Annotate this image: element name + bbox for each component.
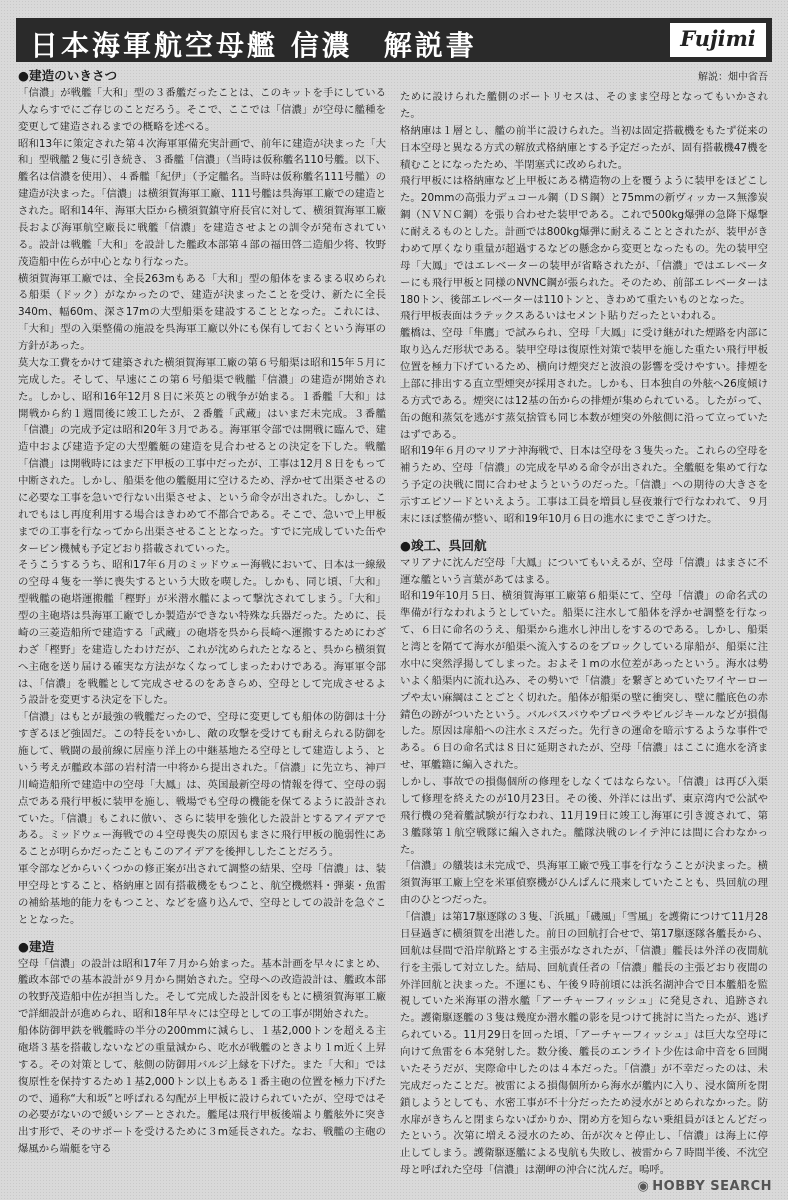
right-column (400, 68, 768, 1179)
section-title: ●建造 (18, 938, 55, 954)
paragraph: 船体防御甲鉄を戦艦時の半分の200mmに減らし、１基2,000トンを超える主砲塔３基を搭載しないなどの重量減から、吃水が戦艦のときより１m近く上昇する。その対策として、舷側の防御用バルジ上縁を下げた。また「大和」では復原性を保持するため１基2,000トン以上もある１番主砲の位置を極力下げたので、通称“大和坂”と呼ばれる勾配が上甲板に設けられていたが、空母ではその必要がないので緩いシアーとされた。艦尾は飛行甲板後端より艦舷外に突き出す形で、そのサポートを受けるために３m延長された。なお、戦艦の主砲の爆風から端艇を守る (18, 1025, 386, 1156)
paragraph: しかし、事故での損傷個所の修理をしなくてはならない。「信濃」は再び入渠して修理を終えたのが10月23日。その後、外洋には出ず、東京湾内で公試や飛行機の発着艦試験が行なわれ、11月19日に竣工し海軍に引き渡されて、第３艦隊第１航空戦隊に編入された。艦隊決戦のレイテ沖には間に合わなかった。 (400, 776, 768, 856)
section-title: ●竣工、呉回航 (400, 537, 487, 553)
section-completion (400, 538, 768, 1179)
paragraph: そうこうするうち、昭和17年６月のミッドウェー海戦において、日本は一線級の空母４隻を一挙に喪失するという大敗を喫した。しかも、同じ頃、「大和」型戦艦の砲塔運搬艦「樫野」が米潜水艦によって撃沈されてしまう。「大和」型の主砲塔は呉海軍工廠でしか製造ができない特殊な兵器だった。ために、長崎の三菱造船所で建造する「武蔵」の砲塔を呉から長崎へ運搬するためにわざわざ「樫野」を建造したわけだが、これが沈められたとなると、呉から横須賀へ主砲を送り届ける確実な方法がなくなってしまったわけである。海軍軍令部は、「信濃」を戦艦として完成させるのをあきらめ、空母として完成させるよう設計を変更する決定を下した。 (18, 559, 386, 707)
brand-logo (670, 23, 766, 57)
paragraph: 軍令部などからいくつかの修正案が出されて調整の結果、空母「信濃」は、装甲空母とすること、格納庫と固有搭載機をもつこと、航空機燃料・弾薬・魚雷の補給基地的能力をもつこと、などを盛り込んで、空母としての設計を急ぐこととなった。 (18, 863, 386, 926)
paragraph: 「信濃」は第17駆逐隊の３隻、「浜風」「磯風」「雪風」を護衛につけて11月28日昼過ぎに横須賀を出港した。前日の回航打合せで、第17駆逐隊各艦長から、回航は昼間で沿岸航路とする主張がなされたが、「信濃」艦長は外洋の夜間航行を主張して対立した。結局、回航責任者の「信濃」艦長の主張どおり夜間の外洋回航と決まった。不運にも、午後９時前頃には浜名湖沖合で日本艦船を監視していた米海軍の潜水艦「アーチャーフィッシュ」に発見され、追跡された。護衛駆逐艦の３隻は幾度か潜水艦の影を見つけて挑討に当たったが、逃げられている。11月29日を回った頃、「アーチャーフィッシュ」は巨大な空母に向けて魚雷を６本発射した。数分後、艦長のエンライト少佐は命中音を６回聞いたそうだが、実際命中したのは４本だった。「信濃」が不幸だったのは、未完成だったことだ。被雷による損傷個所から海水が艦内に入り、浸水箇所を閉鎖しようとしても、水密工事が不十分だったため浸水がとめられなかった。防水扉がきちんと閉まらないばかりか、閉め方を知らない乗組員がほとんどだったという。次第に増える浸水のため、缶が次々と停止し、「信濃」は海上に停止してしまう。護衛駆逐艦による曳航も失敗し、被雷から７時間半後、不沈空母と呼ばれた空母「信濃」は潮岬の沖合に沈んだ。嗚呼。 (400, 911, 768, 1177)
paragraph: 昭和13年に策定された第４次海軍軍備充実計画で、前年に建造が決まった「大和」型戦艦２隻に引き続き、３番艦「信濃」（当時は仮称艦名110号艦。以下、艦名は信濃を使用）、４番艦「紀伊」（予定艦名。当時は仮称艦名111号艦）の建造が決まった。「信濃」は横須賀海軍工廠、111号艦は呉海軍工廠での建造とされた。昭和14年、海軍大臣から横須賀鎮守府長官に対して、横須賀海軍工廠長および海軍航空廠長に戦艦「信濃」を建造させよとの訓令が発布されている。設計は戦艦「大和」を設計した艦政本部第４部の福田啓二造船少将、牧野茂造船中佐らが中心となり行なった。 (18, 137, 386, 268)
paragraph: 「信濃」はもとが最強の戦艦だったので、空母に変更しても船体の防御は十分すぎるほど強固だ。この特長をいかし、敵の攻撃を受けても耐えられる防御を施して、戦闘の最前線に居座り洋上の中継基地たる空母として建造しよう、という考えが艦政本部の岩村清一中将から提出された。「信濃」に先立ち、神戸川崎造船所で建造中の空母「大鳳」は、英国最新空母の情報を得て、空母の弱点である飛行甲板に装甲を施し、戦場でも空母の機能を保てるように設計されていた。「信濃」もこれに倣い、さらに装甲を強化した設計とするアイデアである。ミッドウェー海戦での４空母喪失の原因もまさに飛行甲板の脆弱性にあることが明らかだったこともこのアイデアを後押ししたことだろう。 (18, 711, 386, 859)
section-construction-continued (400, 89, 768, 528)
watermark-text: HOBBY SEARCH (652, 1179, 772, 1194)
paragraph: マリアナに沈んだ空母「大鳳」についてもいえるが、空母「信濃」はまさに不運な艦という言葉があてはまる。 (400, 556, 768, 586)
section-gap (18, 929, 386, 939)
title-bar (16, 18, 772, 62)
book-icon: ◉ (637, 1179, 650, 1194)
paragraph: 「信濃」が戦艦「大和」型の３番艦だったことは、このキットを手にしている人ならすでにご存じのことだろう。そこで、ここでは「信濃」が空母に艦種を変更して建造されるまでの概略を述べる。 (18, 86, 386, 133)
paragraph: 昭和19年６月のマリアナ沖海戦で、日本は空母を３隻失った。これらの空母を補うため、空母「信濃」の完成を早める命令が出された。全艦艇を集めて行なう予定の決戦に間に合わせようというのだった。「信濃」への期待の大きさを示すエピソードといえよう。工事は工員を増員し昼夜兼行で行なわれて、９月末にほぼ整備が整い、昭和19年10月６日の進水にまでこぎつけた。 (400, 445, 768, 525)
brand-logo-text: Fujimi (680, 26, 756, 51)
paragraph: 飛行甲板表面はラテックスあるいはセメント貼りだったといわれる。 (400, 310, 723, 323)
paragraph: 横須賀海軍工廠では、全長263mもある「大和」型の船体をまるまる収められる船渠（ドック）がなかったので、建造が決まったことを受け、新たに全長340m、幅60m、深さ17mの大型船渠を建設することとなった。これには、「大和」型の入渠整備の施設を呉海軍工廠以外にも保有しておくという海軍の方針があった。 (18, 272, 386, 352)
left-column (18, 68, 386, 1158)
watermark (637, 1179, 772, 1194)
section-gap (400, 528, 768, 538)
section-title: ●建造のいきさつ (18, 68, 118, 83)
paragraph: 飛行甲板には格納庫など上甲板にある構造物の上を覆うように装甲をほどこした。20mmの高張力デュコール鋼（ＤＳ鋼）と75mmの新ヴィッカース無滲炭鋼（ＮＶＮＣ鋼）を張り合わせた装甲である。これで500kg爆弾の急降下爆撃に耐えるものとした。計画では800kg爆弾に耐えることとされたが、装甲がきわめて厚くなり重量が超過するなどの懸念から変更となったもの。先の装甲空母「大鳳」ではエレベーターの装甲が省略されたが、「信濃」ではエレベーターにも飛行甲板と同様のNVNC鋼が張られた。そのため、前部エレベーターは180トン、後部エレベーターは110トンと、きわめて重たいものとなった。 (400, 175, 768, 306)
page-title: 日本海軍航空母艦 信濃 解説書 (30, 29, 477, 62)
paragraph: 艦橋は、空母「隼鷹」で試みられ、空母「大鳳」に受け継がれた煙路を内部に取り込んだ形状である。装甲空母は復原性対策で装甲を施した重たい飛行甲板位置を極力下げているため、横向け煙突だと波浪の影響を受けやすい。排煙を上部に排出する直立型煙突が採用された。しかも、日本独自の外舷へ26度傾ける方式である。煙突には12基の缶からの排煙が集められている。したがって、缶の飽和蒸気を逃がす蒸気捨管も同じ本数が煙突の外舷側に沿って立っていたはずである。 (400, 327, 768, 441)
paragraph: 莫大な工費をかけて建築された横須賀海軍工廠の第６号船渠は昭和15年５月に完成した。そして、早速にこの第６号船渠で戦艦「信濃」の建造が開始された。しかし、昭和16年12月８日に米英との戦争が始まる。１番艦「大和」は開戦から約１週間後に竣工したが、２番艦「武蔵」はいまだ未完成。３番艦「信濃」の完成予定は昭和20年３月である。海軍軍令部では開戦に臨んで、建造中および建造予定の大型艦艇の建造を見合わせるとの決定を下した。戦艦「信濃」は開戦時にはまだ下甲板の工事中だったが、工事は12月８日をもって中断された。しかし、船渠を他の艦艇用に空けるため、浮かせて出渠させるのに必要な工事を急いで行ない出渠させよ、という命令が出された。しかし、これでもはし再度利用する場合はきわめて不都合である。そこで、急いで上甲板までの工事を行なってから出渠させることとなった。すでに完成していた缶やタービン機械も予定どおり搭載されていった。 (18, 356, 386, 555)
paragraph: ために設けられた艦側のボートリセスは、そのまま空母となってもいかされた。 (400, 91, 768, 120)
paragraph: 空母「信濃」の設計は昭和17年７月から始まった。基本計画を早々にまとめ、艦政本部での基本設計が９月から開始された。空母への改造設計は、艦政本部の牧野茂造船中佐が担当した。そして完成した設計図をもとに横須賀海軍工廠で詳細設計が進められ、昭和18年早々には空母としての工事が開始された。 (18, 957, 386, 1021)
paragraph: 昭和19年10月５日、横須賀海軍工廠第６船渠にて、空母「信濃」の命名式の準備が行なわれようとしていた。船渠に注水して船体を浮かせ調整を行なって、６日に命名のうえ、船渠から進水し沖出しをするのである。しかし、船渠と湾とを隔てて海水が船渠へ流入するのをブロックしている扉船が、船渠に注水中に突然浮揚してしまった。およそ１mの水位差があったという。海水は勢いよく船渠内に流れ込み、その勢いで「信濃」を繋ぎとめていたワイヤーロープや太い麻綱はことごとく切れた。船体が船渠の壁に衝突し、壁に艦底色の赤錆色の跡がついたという。バルバスバウやプロペラやビルジキールなどが損傷した。原因は扉船への注水ミスだった。先行きの運命を暗示するような事件である。６日の命名式は８日に延期されたが、空母「信濃」はここに進水を済ませ、軍艦籍に編入された。 (400, 590, 768, 772)
paragraph: 格納庫は１層とし、艦の前半に設けられた。当初は固定搭載機をもたず従来の日本空母と異なる方式の解放式格納庫とする予定だったが、固有搭載機47機を積むことになったため、半閉塞式に改められた。 (400, 124, 768, 171)
section-construction-background (18, 68, 386, 929)
paragraph: 「信濃」の艤装は未完成で、呉海軍工廠で残工事を行なうことが決まった。横須賀海軍工廠上空を米軍偵察機がひんぱんに飛来していたことも、呉回航の理由のひとつだった。 (400, 860, 768, 907)
section-construction (18, 939, 386, 1158)
author-credit: 解説：畑中省吾 (698, 72, 768, 83)
